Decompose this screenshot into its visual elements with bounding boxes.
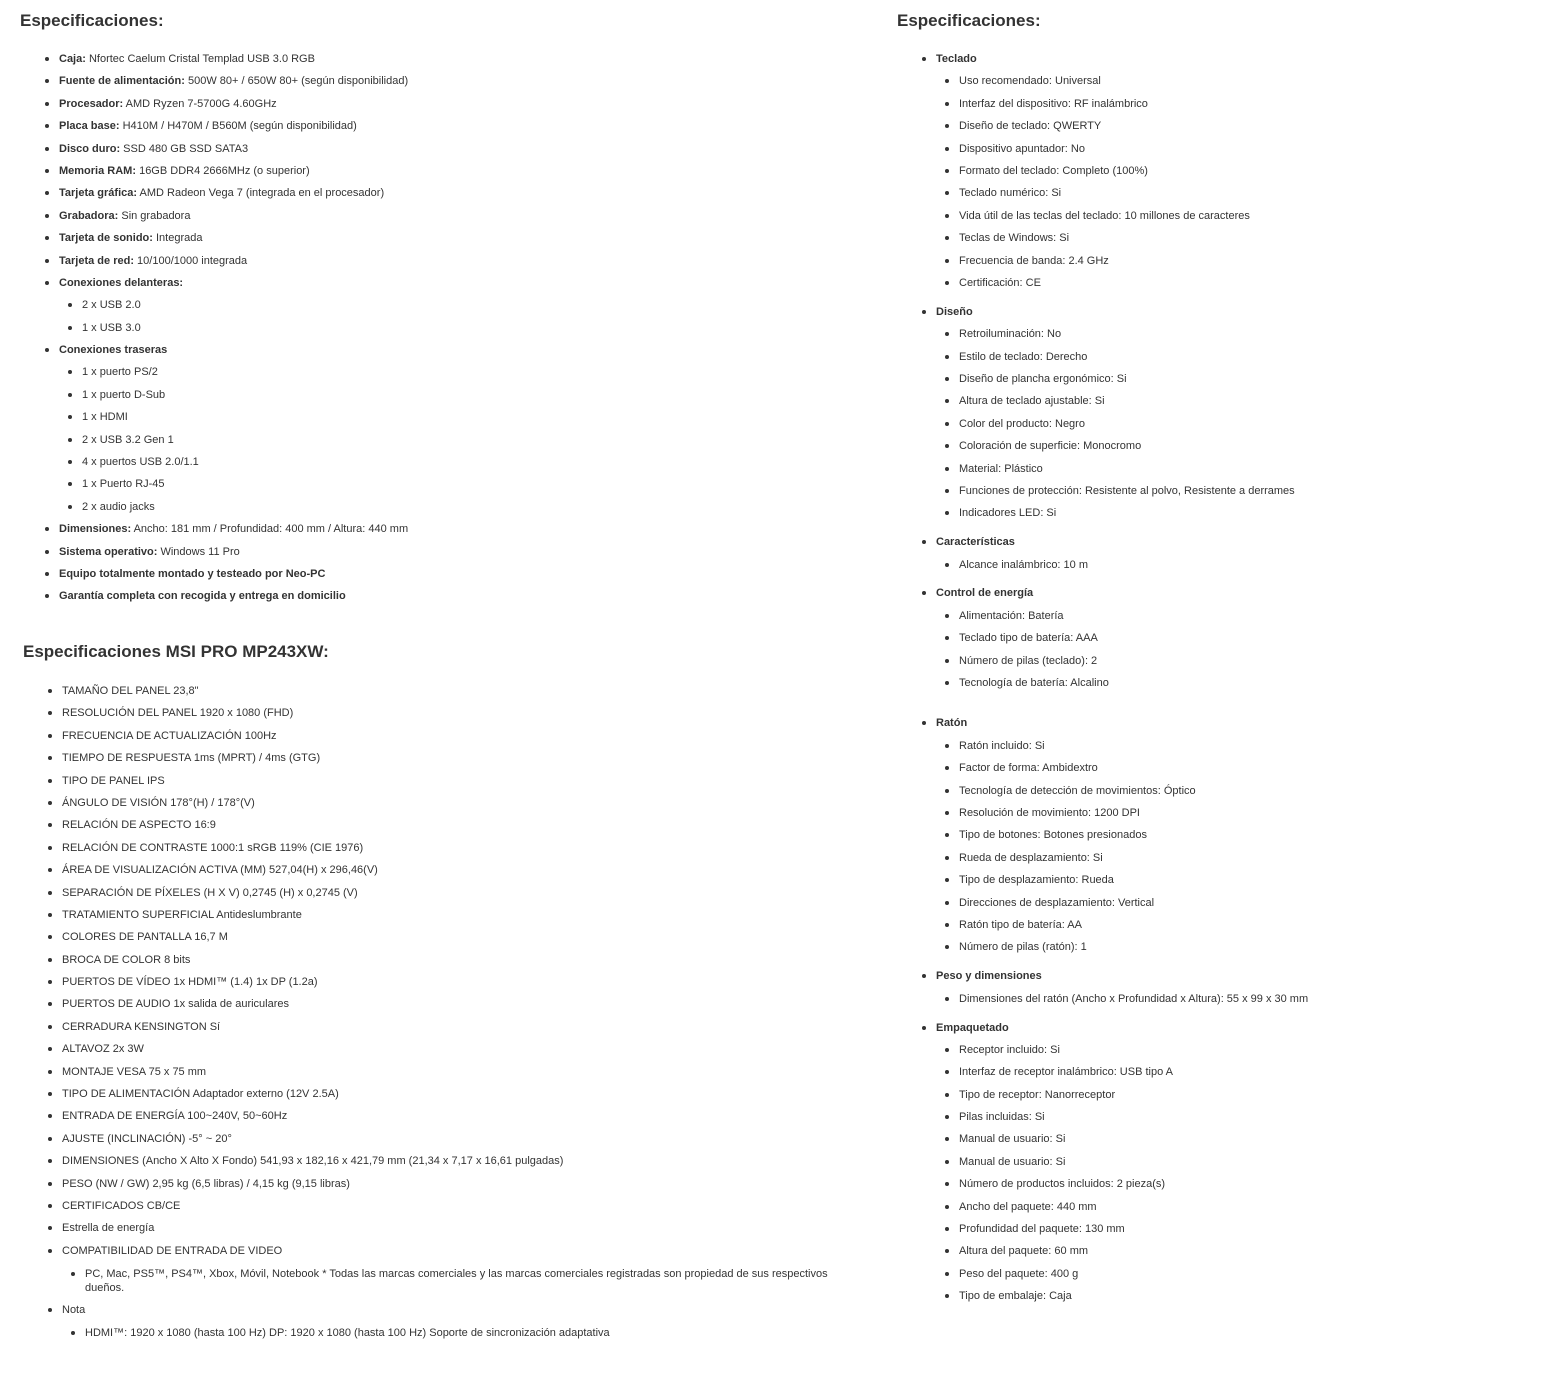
list-item: TIEMPO DE RESPUESTA 1ms (MPRT) / 4ms (GTG) [62, 751, 865, 773]
list-item: Alcance inalámbrico: 10 m [959, 558, 1308, 580]
list-item: Memoria RAM: 16GB DDR4 2666MHz (o superior) [59, 164, 408, 186]
list-item: 2 x audio jacks [82, 500, 408, 522]
section-caracteristicas: Características Alcance inalámbrico: 10 m [936, 535, 1308, 580]
list-item: RELACIÓN DE ASPECTO 16:9 [62, 818, 865, 840]
list-item: Frecuencia de banda: 2.4 GHz [959, 254, 1308, 276]
list-item: Dispositivo apuntador: No [959, 142, 1308, 164]
list-item: CERRADURA KENSINGTON Sí [62, 1020, 865, 1042]
section-peso-dimensiones: Peso y dimensiones Dimensiones del ratón (Ancho x Profundidad x Altura): 55 x 99 x 30 mm [936, 969, 1308, 1014]
list-item: Dimensiones: Ancho: 181 mm / Profundidad: 400 mm / Altura: 440 mm [59, 522, 408, 544]
section-caracteristicas-list [936, 558, 1308, 580]
list-item: Altura del paquete: 60 mm [959, 1244, 1308, 1266]
list-item: 1 x puerto D-Sub [82, 388, 408, 410]
list-item: Número de pilas (teclado): 2 [959, 654, 1308, 676]
list-item: Tarjeta de red: 10/100/1000 integrada [59, 254, 408, 276]
list-item: COLORES DE PANTALLA 16,7 M [62, 930, 865, 952]
section-diseno-list [936, 327, 1308, 529]
list-item: Indicadores LED: Si [959, 506, 1308, 528]
list-item: Coloración de superficie: Monocromo [959, 439, 1308, 461]
list-item: Teclado numérico: Si [959, 186, 1308, 208]
list-item: ÁREA DE VISUALIZACIÓN ACTIVA (MM) 527,04(H) x 296,46(V) [62, 863, 865, 885]
peripherals-specs-title: Especificaciones: [897, 11, 1041, 30]
list-item: Rueda de desplazamiento: Si [959, 851, 1308, 873]
list-item: Ratón tipo de batería: AA [959, 918, 1308, 940]
list-item: Tipo de botones: Botones presionados [959, 828, 1308, 850]
list-item: Sistema operativo: Windows 11 Pro [59, 545, 408, 567]
list-item: Pilas incluidas: Si [959, 1110, 1308, 1132]
list-item: Ratón incluido: Si [959, 739, 1308, 761]
list-item: Número de productos incluidos: 2 pieza(s) [959, 1177, 1308, 1199]
pc-specs-list [59, 52, 408, 612]
note-item: Nota HDMI™: 1920 x 1080 (hasta 100 Hz) DP: 1920 x 1080 (hasta 100 Hz) Soporte de sincronización adaptativa [62, 1303, 865, 1348]
list-item: TRATAMIENTO SUPERFICIAL Antideslumbrante [62, 908, 865, 930]
list-item: SEPARACIÓN DE PÍXELES (H X V) 0,2745 (H) x 0,2745 (V) [62, 886, 865, 908]
list-item: Vida útil de las teclas del teclado: 10 millones de caracteres [959, 209, 1308, 231]
list-item: 2 x USB 3.2 Gen 1 [82, 433, 408, 455]
list-item: Factor de forma: Ambidextro [959, 761, 1308, 783]
list-item: Tipo de desplazamiento: Rueda [959, 873, 1308, 895]
list-item: 1 x USB 3.0 [82, 321, 408, 343]
section-control-energia: Control de energía Alimentación: Batería Teclado tipo de batería: AAA Número de pilas (teclado): 2 Tecnología de batería: Alcalino [936, 586, 1308, 698]
list-item: Interfaz del dispositivo: RF inalámbrico [959, 97, 1308, 119]
list-item: DIMENSIONES (Ancho X Alto X Fondo) 541,93 x 182,16 x 421,79 mm (21,34 x 7,17 x 16,61 pulgadas) [62, 1154, 865, 1176]
pc-specs-title: Especificaciones: [20, 11, 164, 30]
list-item: Estilo de teclado: Derecho [959, 350, 1308, 372]
list-item: Retroiluminación: No [959, 327, 1308, 349]
list-item: Tipo de embalaje: Caja [959, 1289, 1308, 1311]
list-item: 1 x puerto PS/2 [82, 365, 408, 387]
list-item: Teclas de Windows: Si [959, 231, 1308, 253]
list-item: Placa base: H410M / H470M / B560M (según disponibilidad) [59, 119, 408, 141]
list-item: Diseño de teclado: QWERTY [959, 119, 1308, 141]
list-item: BROCA DE COLOR 8 bits [62, 953, 865, 975]
list-item: Disco duro: SSD 480 GB SSD SATA3 [59, 142, 408, 164]
list-item: Material: Plástico [959, 462, 1308, 484]
list-item: 4 x puertos USB 2.0/1.1 [82, 455, 408, 477]
list-item: Tarjeta gráfica: AMD Radeon Vega 7 (integrada en el procesador) [59, 186, 408, 208]
list-item: Receptor incluido: Si [959, 1043, 1308, 1065]
list-item: PESO (NW / GW) 2,95 kg (6,5 libras) / 4,15 kg (9,15 libras) [62, 1177, 865, 1199]
section-teclado: Teclado Uso recomendado: Universal Interfaz del dispositivo: RF inalámbrico Diseño de teclado: QWERTY Dispositivo apuntador: No Formato del teclado: Completo (100%) Teclado numérico: Si Vida útil de las teclas del teclado: 10 millones de caracteres Teclas de Windows: Si Frecuencia de banda: 2.4 GHz Certificación: CE [936, 52, 1308, 298]
list-item: PUERTOS DE VÍDEO 1x HDMI™ (1.4) 1x DP (1.2a) [62, 975, 865, 997]
list-item: Manual de usuario: Si [959, 1155, 1308, 1177]
list-item: TIPO DE ALIMENTACIÓN Adaptador externo (12V 2.5A) [62, 1087, 865, 1109]
section-raton-list [936, 739, 1308, 963]
list-item: Direcciones de desplazamiento: Vertical [959, 896, 1308, 918]
list-item: MONTAJE VESA 75 x 75 mm [62, 1065, 865, 1087]
list-item: TIPO DE PANEL IPS [62, 774, 865, 796]
section-diseno: Diseño Retroiluminación: No Estilo de teclado: Derecho Diseño de plancha ergonómico: Si Altura de teclado ajustable: Si Color del producto: Negro Coloración de superficie: Monocromo Material: Plástico Funciones de protección: Resistente al polvo, Resistente a derrames Indicadores LED: Si [936, 305, 1308, 529]
compat-item: COMPATIBILIDAD DE ENTRADA DE VIDEO PC, Mac, PS5™, PS4™, Xbox, Móvil, Notebook * Todas las marcas comerciales y las marcas comerciales registradas son propiedad de sus respectivos dueños. [62, 1244, 865, 1303]
list-item: FRECUENCIA DE ACTUALIZACIÓN 100Hz [62, 729, 865, 751]
list-item: Color del producto: Negro [959, 417, 1308, 439]
peripherals-specs-list [936, 52, 1308, 1312]
note-sublist [62, 1326, 865, 1348]
list-item: PC, Mac, PS5™, PS4™, Xbox, Móvil, Notebook * Todas las marcas comerciales y las marcas comerciales registradas son propiedad de sus respectivos dueños. [85, 1267, 865, 1303]
list-item: Uso recomendado: Universal [959, 74, 1308, 96]
rear-connections-list [59, 365, 408, 522]
section-teclado-list [936, 74, 1308, 298]
list-item: Peso del paquete: 400 g [959, 1267, 1308, 1289]
list-item: Garantía completa con recogida y entrega en domicilio [59, 589, 408, 611]
list-item: RESOLUCIÓN DEL PANEL 1920 x 1080 (FHD) [62, 706, 865, 728]
rear-connections-item: Conexiones traseras 1 x puerto PS/2 1 x puerto D-Sub 1 x HDMI 2 x USB 3.2 Gen 1 4 x puertos USB 2.0/1.1 1 x Puerto RJ-45 2 x audio jacks [59, 343, 408, 522]
list-item: Diseño de plancha ergonómico: Si [959, 372, 1308, 394]
list-item: Ancho del paquete: 440 mm [959, 1200, 1308, 1222]
section-control-energia-list [936, 609, 1308, 699]
list-item: Tipo de receptor: Nanorreceptor [959, 1088, 1308, 1110]
list-item: Resolución de movimiento: 1200 DPI [959, 806, 1308, 828]
monitor-specs-list [62, 684, 865, 1348]
list-item: 2 x USB 2.0 [82, 298, 408, 320]
list-item: ÁNGULO DE VISIÓN 178°(H) / 178°(V) [62, 796, 865, 818]
list-item: Tecnología de detección de movimientos: Óptico [959, 784, 1308, 806]
list-item: Grabadora: Sin grabadora [59, 209, 408, 231]
list-item: AJUSTE (INCLINACIÓN) -5° ~ 20° [62, 1132, 865, 1154]
compat-sublist [62, 1267, 865, 1303]
section-empaquetado: Empaquetado Receptor incluido: Si Interfaz de receptor inalámbrico: USB tipo A Tipo de receptor: Nanorreceptor Pilas incluidas: Si Manual de usuario: Si Manual de usuario: Si Número de productos incluidos: 2 pieza(s) Ancho del paquete: 440 mm Profundidad del paquete: 130 mm Altura del paquete: 60 mm Peso del paquete: 400 g Tipo de embalaje: Caja [936, 1021, 1308, 1312]
list-item: Dimensiones del ratón (Ancho x Profundidad x Altura): 55 x 99 x 30 mm [959, 992, 1308, 1014]
list-item: Manual de usuario: Si [959, 1132, 1308, 1154]
list-item: Tecnología de batería: Alcalino [959, 676, 1308, 698]
list-item: Caja: Nfortec Caelum Cristal Templad USB 3.0 RGB [59, 52, 408, 74]
list-item: 1 x Puerto RJ-45 [82, 477, 408, 499]
list-item: Equipo totalmente montado y testeado por Neo-PC [59, 567, 408, 589]
monitor-specs-title: Especificaciones MSI PRO MP243XW: [23, 642, 329, 661]
list-item: CERTIFICADOS CB/CE [62, 1199, 865, 1221]
list-item: Certificación: CE [959, 276, 1308, 298]
section-empaquetado-list [936, 1043, 1308, 1312]
list-item: Profundidad del paquete: 130 mm [959, 1222, 1308, 1244]
list-item: RELACIÓN DE CONTRASTE 1000:1 sRGB 119% (CIE 1976) [62, 841, 865, 863]
list-item: 1 x HDMI [82, 410, 408, 432]
front-connections-item: Conexiones delanteras: 2 x USB 2.0 1 x USB 3.0 [59, 276, 408, 343]
list-item: ALTAVOZ 2x 3W [62, 1042, 865, 1064]
list-item: Funciones de protección: Resistente al polvo, Resistente a derrames [959, 484, 1308, 506]
section-raton: Ratón Ratón incluido: Si Factor de forma: Ambidextro Tecnología de detección de movimientos: Óptico Resolución de movimiento: 1200 DPI Tipo de botones: Botones presionados Rueda de desplazamiento: Si Tipo de desplazamiento: Rueda Direcciones de desplazamiento: Vertical Ratón tipo de batería: AA Número de pilas (ratón): 1 [936, 716, 1308, 962]
list-item: Teclado tipo de batería: AAA [959, 631, 1308, 653]
list-item: ENTRADA DE ENERGÍA 100~240V, 50~60Hz [62, 1109, 865, 1131]
list-item: TAMAÑO DEL PANEL 23,8" [62, 684, 865, 706]
list-item: HDMI™: 1920 x 1080 (hasta 100 Hz) DP: 1920 x 1080 (hasta 100 Hz) Soporte de sincronización adaptativa [85, 1326, 865, 1348]
section-peso-dimensiones-list [936, 992, 1308, 1014]
front-connections-list [59, 298, 408, 343]
list-item: Alimentación: Batería [959, 609, 1308, 631]
list-item: Estrella de energía [62, 1221, 865, 1243]
list-item: Tarjeta de sonido: Integrada [59, 231, 408, 253]
list-item: Altura de teclado ajustable: Si [959, 394, 1308, 416]
list-item: Número de pilas (ratón): 1 [959, 940, 1308, 962]
list-item: Fuente de alimentación: 500W 80+ / 650W 80+ (según disponibilidad) [59, 74, 408, 96]
list-item: Formato del teclado: Completo (100%) [959, 164, 1308, 186]
list-item: PUERTOS DE AUDIO 1x salida de auriculares [62, 997, 865, 1019]
list-item: Interfaz de receptor inalámbrico: USB tipo A [959, 1065, 1308, 1087]
list-item: Procesador: AMD Ryzen 7-5700G 4.60GHz [59, 97, 408, 119]
